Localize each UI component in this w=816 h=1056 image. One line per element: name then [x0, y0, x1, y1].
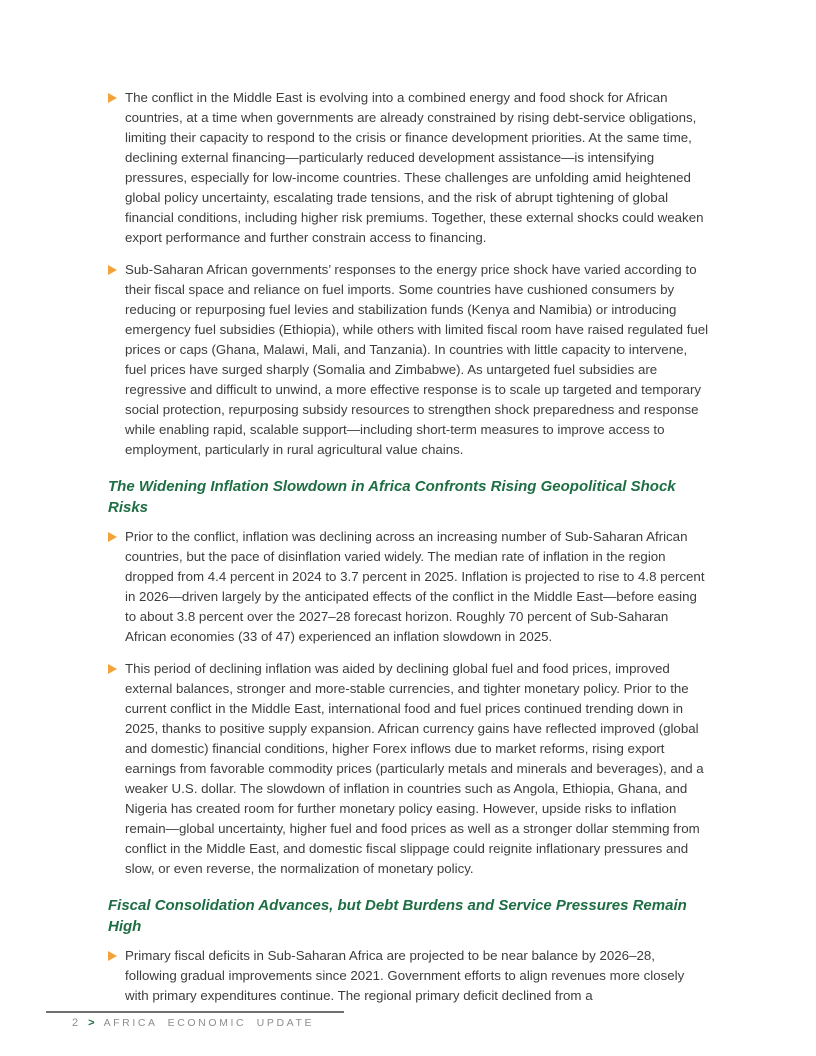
paragraph-text: Primary fiscal deficits in Sub-Saharan Africa are projected to be near balance by 2026–28, following gradual improvements since 2021. Government efforts to align revenues more closely with primary expenditures continue. The regional primary deficit declined from a	[125, 948, 685, 1003]
bullet-triangle-icon	[108, 946, 125, 961]
page-footer	[72, 1017, 314, 1029]
bullet-triangle-icon	[108, 659, 125, 674]
paragraph-text: Prior to the conflict, inflation was declining across an increasing number of Sub-Saharan African countries, but the pace of disinflation varied widely. The median rate of inflation in the region dropped from 4.4 percent in 2024 to 3.7 percent in 2025. Inflation is projected to rise to 4.8 percent in 2026—driven largely by the anticipated effects of the conflict in the Middle East—before easing to about 3.8 percent over the 2027–28 forecast horizon. Roughly 70 percent of Sub-Saharan African economies (33 of 47) experienced an inflation slowdown in 2025.	[125, 529, 705, 644]
footer-divider	[46, 1011, 344, 1013]
page-body	[108, 88, 709, 1018]
paragraph-text: This period of declining inflation was aided by declining global fuel and food prices, improved external balances, stronger and more-stable currencies, and tighter monetary policy. Prior to the current conflict in the Middle East, international food and fuel prices continued trending down in 2025, thanks to positive supply expansion. African currency gains have reflected improved (global and domestic) financial conditions, higher Forex inflows due to market reforms, rising export earnings from favorable commodity prices (particularly metals and minerals and beverages), and a weaker U.S. dollar. The slowdown of inflation in countries such as Angola, Ethiopia, Ghana, and Nigeria has created room for further monetary policy easing. However, upside risks to inflation remain—global uncertainty, higher fuel and food prices as well as a stronger dollar stemming from conflict in the Middle East, and domestic fiscal slippage could reignite inflationary pressures and slow, or even reverse, the normalization of monetary policy.	[125, 661, 704, 876]
section-heading: The Widening Inflation Slowdown in Africa Confronts Rising Geopolitical Shock Risks	[108, 478, 676, 516]
page-number: 2	[72, 1017, 80, 1029]
bullet-paragraph	[108, 260, 709, 460]
bullet-triangle-icon	[108, 88, 125, 103]
bullet-paragraph	[108, 88, 709, 248]
bullet-paragraph	[108, 946, 709, 1006]
section-heading: Fiscal Consolidation Advances, but Debt Burdens and Service Pressures Remain High	[108, 897, 687, 935]
publication-title: AFRICA ECONOMIC UPDATE	[103, 1017, 315, 1029]
footer-arrow-icon: >	[88, 1017, 95, 1029]
bullet-triangle-icon	[108, 527, 125, 542]
bullet-triangle-icon	[108, 260, 125, 275]
bullet-paragraph	[108, 659, 709, 879]
paragraph-text: Sub-Saharan African governments’ responses to the energy price shock have varied according to their fiscal space and reliance on fuel imports. Some countries have cushioned consumers by reducing or repurposing fuel levies and stabilization funds (Kenya and Namibia) or introducing emergency fuel subsidies (Ethiopia), while others with limited fiscal room have raised regulated fuel prices or caps (Ghana, Malawi, Mali, and Tanzania). In countries with little capacity to intervene, fuel prices have surged sharply (Somalia and Zimbabwe). As untargeted fuel subsidies are regressive and difficult to unwind, a more effective response is to scale up targeted and temporary social protection, repurposing subsidy resources to strengthen shock preparedness and response while enabling rapid, scalable support—including short-term measures to improve access to employment, particularly in rural agricultural value chains.	[125, 262, 709, 457]
paragraph-text: The conflict in the Middle East is evolving into a combined energy and food shock for African countries, at a time when governments are already constrained by rising debt-service obligations, limiting their capacity to respond to the crisis or finance development priorities. At the same time, declining external financing—particularly reduced development assistance—is intensifying pressures, especially for low-income countries. These challenges are unfolding amid heightened global policy uncertainty, escalating trade tensions, and the risk of abrupt tightening of global financial conditions, including higher risk premiums. Together, these external shocks could weaken export performance and further constrain access to financing.	[125, 90, 704, 245]
bullet-paragraph	[108, 527, 709, 647]
